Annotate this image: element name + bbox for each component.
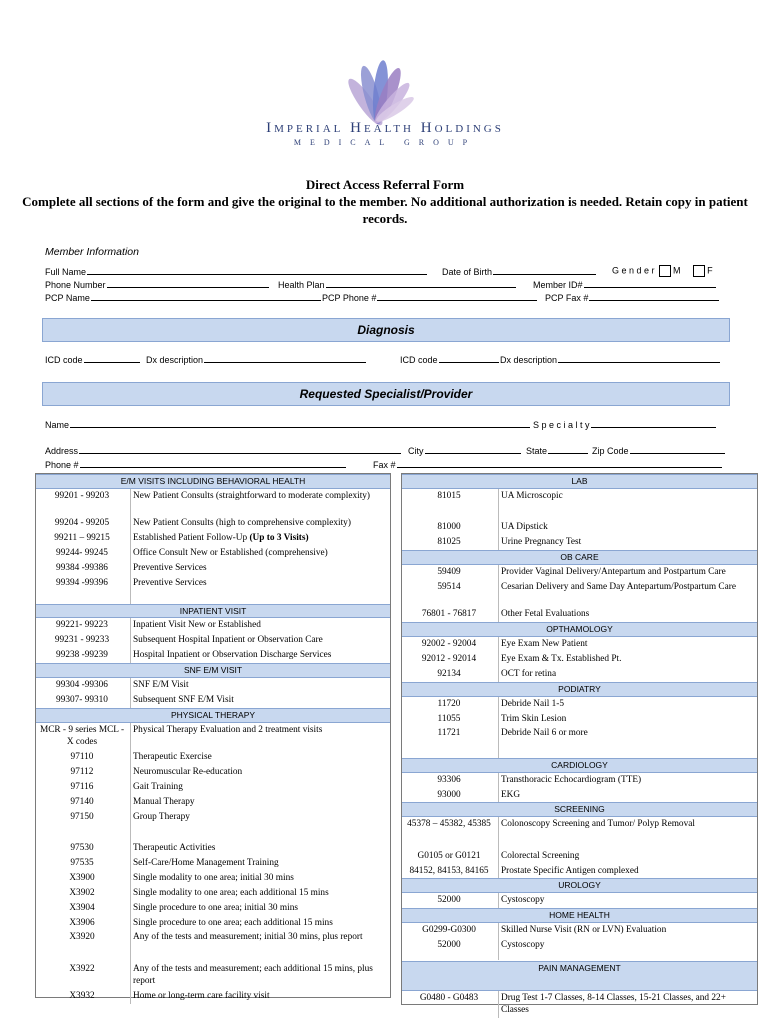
code-row xyxy=(402,580,757,608)
procedure-description-text: Single procedure to one area; initial 30 mins xyxy=(133,902,298,913)
procedure-code: 45378 – 45382, 45385 xyxy=(407,819,491,830)
column-divider xyxy=(130,856,131,871)
procedure-code: 99231 - 99233 xyxy=(54,635,110,646)
procedure-code: 81015 xyxy=(437,490,461,501)
code-section-header: OB CARE xyxy=(402,550,757,565)
code-row xyxy=(36,516,390,531)
procedure-description xyxy=(501,774,751,786)
procedure-description xyxy=(501,939,751,951)
procedure-code: 97116 xyxy=(70,782,94,792)
state-field[interactable]: State xyxy=(526,444,589,457)
procedure-code: 99384 -99386 xyxy=(56,563,108,574)
code-row xyxy=(402,520,757,535)
code-row xyxy=(36,576,390,604)
code-row xyxy=(402,864,757,879)
procedure-description-text: Therapeutic Activities xyxy=(133,843,216,854)
procedure-code: 59409 xyxy=(437,566,461,577)
column-divider xyxy=(498,580,499,608)
code-row xyxy=(36,930,390,961)
procedure-description xyxy=(501,490,751,502)
code-row xyxy=(402,923,757,938)
procedure-description xyxy=(133,963,384,987)
zip-code-field[interactable]: Zip Code xyxy=(592,444,726,457)
column-divider xyxy=(130,989,131,1004)
procedure-code: G0480 - G0483 xyxy=(419,992,479,1003)
code-row xyxy=(402,991,757,1019)
procedure-description-text: Any of the tests and measurement; each additional 15 mins, plus report xyxy=(133,963,373,986)
column-divider xyxy=(498,773,499,788)
procedure-description-text: Any of the tests and measurement; initial 30 mins, plus report xyxy=(133,932,363,943)
procedure-description xyxy=(133,796,384,808)
procedure-code: 92134 xyxy=(437,668,461,679)
code-row xyxy=(36,678,390,693)
code-section-header: HOME HEALTH xyxy=(402,908,757,923)
gender-m-checkbox[interactable] xyxy=(659,265,671,277)
column-divider xyxy=(130,723,131,751)
code-section-header: PAIN MANAGEMENT xyxy=(402,961,757,991)
visit-limit-note: (Up to 3 Visits) xyxy=(247,533,309,544)
pcp-name-field[interactable]: PCP Name xyxy=(45,291,322,304)
procedure-description xyxy=(501,924,751,936)
code-section-header: PODIATRY xyxy=(402,682,757,697)
column-divider xyxy=(130,648,131,663)
procedure-code: 93306 xyxy=(437,774,461,785)
procedure-description xyxy=(501,992,751,1016)
procedure-description-text: Single procedure to one area; each additional 15 mins xyxy=(133,917,333,928)
column-divider xyxy=(498,788,499,803)
procedure-description-text: Home or long-term care facility visit xyxy=(133,991,270,1002)
form-title: Direct Access Referral Form xyxy=(305,177,465,192)
code-row xyxy=(36,618,390,633)
procedure-code: 99221- 99223 xyxy=(56,620,108,631)
procedure-description xyxy=(501,566,751,578)
code-section-header: SCREENING xyxy=(402,802,757,817)
procedure-description-text: Colorectal Screening xyxy=(501,850,580,861)
procedure-description xyxy=(133,766,384,778)
procedure-code: X3902 xyxy=(69,887,95,898)
procedure-description-text: Office Consult New or Established (comprehensive) xyxy=(133,548,328,559)
code-row xyxy=(402,637,757,652)
procedure-description-text: Eye Exam & Tx. Established Pt. xyxy=(501,653,622,664)
procedure-description xyxy=(133,517,384,529)
procedure-description xyxy=(133,887,384,899)
procedure-description xyxy=(501,818,751,830)
procedure-description xyxy=(501,653,751,665)
procedure-description-text: Prostate Specific Antigen complexed xyxy=(501,865,639,876)
procedure-description xyxy=(501,713,751,725)
column-divider xyxy=(498,565,499,580)
procedure-description xyxy=(133,577,384,589)
procedure-description-text: Colonoscopy Screening and Tumor/ Polyp Removal xyxy=(501,819,695,830)
procedure-description xyxy=(133,931,384,943)
procedure-description-text: Provider Vaginal Delivery/Antepartum and Postpartum Care xyxy=(501,566,726,577)
specialist-fax-field[interactable]: Fax # xyxy=(373,458,723,471)
procedure-description xyxy=(133,562,384,574)
procedure-code: X3932 xyxy=(69,991,95,1002)
procedure-code: 92012 - 92014 xyxy=(421,653,477,664)
column-divider xyxy=(498,667,499,682)
procedure-description xyxy=(133,532,384,544)
dob-field[interactable]: Date of Birth xyxy=(442,265,597,278)
procedure-description xyxy=(501,789,751,801)
code-row xyxy=(402,489,757,520)
code-row xyxy=(36,856,390,871)
procedure-code: X3904 xyxy=(69,902,95,913)
procedure-description-text: Established Patient Follow-Up xyxy=(133,533,248,544)
code-row xyxy=(36,765,390,780)
procedure-description xyxy=(501,668,751,680)
procedure-description-text: Therapeutic Exercise xyxy=(133,752,212,763)
gender-f-checkbox[interactable] xyxy=(693,265,705,277)
procedure-description xyxy=(501,536,751,548)
procedure-code: 11721 xyxy=(437,728,461,739)
procedure-code: X3906 xyxy=(69,917,95,928)
column-divider xyxy=(130,795,131,810)
column-divider xyxy=(130,916,131,931)
procedure-description-text: Cystoscopy xyxy=(501,895,545,906)
code-row xyxy=(402,535,757,550)
code-row xyxy=(36,841,390,856)
brand-subtitle: MEDICAL GROUP xyxy=(293,138,477,147)
column-divider xyxy=(498,607,499,622)
procedure-description-text: Skilled Nurse Visit (RN or LVN) Evaluation xyxy=(501,925,667,936)
procedure-code: 99244- 99245 xyxy=(56,548,108,559)
code-section-header: SNF E/M VISIT xyxy=(36,663,390,678)
procedure-code: 52000 xyxy=(437,895,461,906)
procedure-code: 97140 xyxy=(70,796,94,807)
column-divider xyxy=(498,849,499,864)
code-row xyxy=(36,901,390,916)
procedure-code: 97110 xyxy=(70,752,94,763)
code-section-header: LAB xyxy=(402,474,757,489)
brand-name: Imperial Health Holdings xyxy=(266,120,504,136)
procedure-code: 11720 xyxy=(437,698,461,709)
procedure-description xyxy=(133,649,384,661)
procedure-code: X3920 xyxy=(69,932,95,943)
code-row xyxy=(402,652,757,667)
phone-number-field[interactable]: Phone Number xyxy=(45,278,270,291)
code-row xyxy=(36,916,390,931)
gender-field: G e n d e r M F xyxy=(612,265,713,276)
procedure-code: 11055 xyxy=(437,713,461,724)
column-divider xyxy=(498,712,499,727)
procedure-code: 99201 - 99203 xyxy=(54,490,110,501)
procedure-description xyxy=(133,679,384,691)
code-row xyxy=(402,607,757,622)
procedure-description xyxy=(133,842,384,854)
specialty-field[interactable]: S p e c i a l t y xyxy=(533,418,717,431)
column-divider xyxy=(498,817,499,848)
column-divider xyxy=(130,678,131,693)
procedure-description-text: UA Dipstick xyxy=(501,522,548,533)
column-divider xyxy=(130,576,131,604)
procedure-description-text: Preventive Services xyxy=(133,578,207,588)
column-divider xyxy=(498,489,499,520)
procedure-description xyxy=(133,872,384,884)
column-divider xyxy=(130,561,131,576)
column-divider xyxy=(130,901,131,916)
icd-code-field-2[interactable]: ICD code xyxy=(400,353,500,366)
column-divider xyxy=(130,886,131,901)
code-row xyxy=(402,712,757,727)
procedure-code: 97112 xyxy=(70,767,94,778)
code-row xyxy=(402,697,757,712)
procedure-description-text: New Patient Consults (straightforward to moderate complexity) xyxy=(133,490,371,501)
procedure-description xyxy=(133,917,384,929)
city-field[interactable]: City xyxy=(408,444,522,457)
procedure-description-text: Single modality to one area; initial 30 mins xyxy=(133,872,294,883)
code-row xyxy=(402,667,757,682)
column-divider xyxy=(498,697,499,712)
code-row xyxy=(36,723,390,751)
code-row xyxy=(36,871,390,886)
column-divider xyxy=(130,930,131,961)
procedure-description-text: Eye Exam New Patient xyxy=(501,639,588,650)
procedure-code: 97150 xyxy=(70,811,94,822)
procedure-description-text: EKG xyxy=(501,789,521,800)
procedure-description-text: SNF E/M Visit xyxy=(133,680,189,690)
procedure-code: 99307- 99310 xyxy=(56,694,108,705)
column-divider xyxy=(498,938,499,960)
procedure-description xyxy=(501,865,751,877)
code-row xyxy=(36,489,390,517)
column-divider xyxy=(130,780,131,795)
procedure-description xyxy=(501,850,751,862)
procedure-description xyxy=(501,521,751,533)
procedure-code: 81000 xyxy=(437,522,461,533)
procedure-description-text: OCT for retina xyxy=(501,668,557,679)
dx-description-field-1[interactable]: Dx description xyxy=(146,353,367,366)
procedure-description-text: Cystoscopy xyxy=(501,940,545,951)
procedure-description-text: Neuromuscular Re-education xyxy=(133,767,243,778)
column-divider xyxy=(130,489,131,517)
procedure-description xyxy=(133,490,384,502)
procedure-description xyxy=(501,608,751,620)
procedure-code: 92002 - 92004 xyxy=(421,639,477,650)
procedure-description xyxy=(133,781,384,793)
column-divider xyxy=(130,618,131,633)
procedure-description-text: Debride Nail 6 or more xyxy=(501,728,588,739)
procedure-description-text: Manual Therapy xyxy=(133,796,195,807)
code-row xyxy=(402,565,757,580)
procedure-code: 97530 xyxy=(70,843,94,854)
procedure-description xyxy=(133,902,384,914)
code-row xyxy=(402,893,757,908)
procedure-code: MCR - 9 series MCL - X codes xyxy=(39,724,125,747)
procedure-description xyxy=(133,724,384,736)
column-divider xyxy=(498,864,499,879)
procedure-description xyxy=(133,811,384,823)
procedure-description-text: Subsequent Hospital Inpatient or Observation Care xyxy=(133,635,323,646)
procedure-code: 93000 xyxy=(437,789,461,800)
code-row xyxy=(36,750,390,765)
code-row xyxy=(36,780,390,795)
procedure-description xyxy=(501,727,751,739)
code-row xyxy=(402,726,757,757)
procedure-description-text: Single modality to one area; each additional 15 mins xyxy=(133,887,329,898)
code-row xyxy=(402,938,757,960)
procedure-code: 99204 - 99205 xyxy=(54,518,110,529)
procedure-description-text: Hospital Inpatient or Observation Discharge Services xyxy=(133,650,332,661)
code-row xyxy=(402,773,757,788)
code-section-header: PHYSICAL THERAPY xyxy=(36,708,390,723)
code-row xyxy=(36,561,390,576)
address-field[interactable]: Address xyxy=(45,444,402,457)
procedure-description-text: Gait Training xyxy=(133,782,183,792)
column-divider xyxy=(498,520,499,535)
dx-description-field-2[interactable]: Dx description xyxy=(500,353,721,366)
diagnosis-header: Diagnosis xyxy=(42,318,730,342)
column-divider xyxy=(498,535,499,550)
pcp-phone-field[interactable]: PCP Phone # xyxy=(322,291,538,304)
lotus-logo-icon xyxy=(338,50,418,128)
column-divider xyxy=(130,841,131,856)
procedure-code: 99304 -99306 xyxy=(56,680,108,690)
column-divider xyxy=(130,962,131,990)
procedure-code: 99238 -99239 xyxy=(56,650,108,661)
column-divider xyxy=(498,893,499,908)
code-row xyxy=(36,693,390,708)
procedure-code: 97535 xyxy=(70,857,94,868)
procedure-description xyxy=(133,547,384,559)
procedure-code: 99394 -99396 xyxy=(56,578,108,588)
procedure-description-text: Inpatient Visit New or Established xyxy=(133,620,261,631)
procedure-description-text: Trim Skin Lesion xyxy=(501,713,567,724)
column-divider xyxy=(498,726,499,757)
procedure-code: X3900 xyxy=(69,872,95,883)
procedure-description-text: Drug Test 1-7 Classes, 8-14 Classes, 15-21 Classes, and 22+ Classes xyxy=(501,992,726,1015)
code-row xyxy=(36,962,390,990)
procedure-code: G0299-G0300 xyxy=(422,925,476,936)
procedure-description-text: Debride Nail 1-5 xyxy=(501,698,564,709)
column-divider xyxy=(130,810,131,841)
procedure-description-text: Preventive Services xyxy=(133,563,207,574)
procedure-description xyxy=(501,638,751,650)
code-section-header: INPATIENT VISIT xyxy=(36,604,390,619)
procedure-description-text: Transthoracic Echocardiogram (TTE) xyxy=(501,774,642,785)
code-row xyxy=(36,546,390,561)
code-row xyxy=(402,788,757,803)
form-instructions: Complete all sections of the form and give the original to the member. No additional authorization is needed. Retain copy in patient records. xyxy=(22,194,748,226)
specialist-name-field[interactable]: Name xyxy=(45,418,531,431)
procedure-description xyxy=(133,619,384,631)
column-divider xyxy=(130,531,131,546)
procedure-description-text: Subsequent SNF E/M Visit xyxy=(133,694,234,705)
procedure-code: 84152, 84153, 84165 xyxy=(409,865,489,876)
column-divider xyxy=(130,516,131,531)
procedure-description xyxy=(501,894,751,906)
procedure-description xyxy=(133,634,384,646)
code-section-header: UROLOGY xyxy=(402,878,757,893)
procedure-description-text: Urine Pregnancy Test xyxy=(501,537,582,548)
procedure-description-text: Other Fetal Evaluations xyxy=(501,609,590,620)
procedure-description xyxy=(133,751,384,763)
full-name-field[interactable]: Full Name xyxy=(45,265,428,278)
member-info-label: Member Information xyxy=(45,246,139,258)
procedure-code: 81025 xyxy=(437,537,461,548)
column-divider xyxy=(130,750,131,765)
left-code-table xyxy=(35,473,391,1002)
code-row xyxy=(36,531,390,546)
procedure-description-text: New Patient Consults (high to comprehensive complexity) xyxy=(133,518,351,529)
column-divider xyxy=(498,991,499,1019)
column-divider xyxy=(498,652,499,667)
specialist-header: Requested Specialist/Provider xyxy=(42,382,730,406)
procedure-description-text: Self-Care/Home Management Training xyxy=(133,857,279,868)
procedure-description xyxy=(133,694,384,706)
column-divider xyxy=(498,923,499,938)
code-section-header: OPTHAMOLOGY xyxy=(402,622,757,637)
column-divider xyxy=(130,693,131,708)
procedure-code: 99211 – 99215 xyxy=(54,533,110,544)
code-row xyxy=(36,795,390,810)
icd-code-field-1[interactable]: ICD code xyxy=(45,353,141,366)
pcp-fax-field[interactable]: PCP Fax # xyxy=(545,291,720,304)
procedure-code: 52000 xyxy=(437,940,461,951)
code-section-header: E/M VISITS INCLUDING BEHAVIORAL HEALTH xyxy=(36,474,390,489)
column-divider xyxy=(130,546,131,561)
procedure-description-text: Cesarian Delivery and Same Day Antepartum/Postpartum Care xyxy=(501,581,736,592)
code-row xyxy=(36,886,390,901)
procedure-description xyxy=(133,990,384,1002)
procedure-description xyxy=(133,857,384,869)
code-row xyxy=(36,810,390,841)
member-id-field[interactable]: Member ID# xyxy=(533,278,717,291)
code-section-header: CARDIOLOGY xyxy=(402,758,757,773)
code-row xyxy=(36,648,390,663)
procedure-code: 59514 xyxy=(437,581,461,592)
code-row xyxy=(36,633,390,648)
code-row xyxy=(402,849,757,864)
column-divider xyxy=(130,633,131,648)
code-row xyxy=(402,817,757,848)
column-divider xyxy=(130,765,131,780)
specialist-phone-field[interactable]: Phone # xyxy=(45,458,347,471)
procedure-description xyxy=(501,698,751,710)
procedure-code: 76801 - 76817 xyxy=(421,609,477,620)
procedure-description-text: UA Microscopic xyxy=(501,490,563,501)
right-code-table xyxy=(401,473,758,1015)
procedure-description-text: Physical Therapy Evaluation and 2 treatment visits xyxy=(133,724,323,735)
column-divider xyxy=(498,637,499,652)
code-row xyxy=(36,989,390,1004)
procedure-code: X3922 xyxy=(69,963,95,974)
procedure-description-text: Group Therapy xyxy=(133,811,190,822)
procedure-description xyxy=(501,581,751,593)
health-plan-field[interactable]: Health Plan xyxy=(278,278,517,291)
procedure-code: G0105 or G0121 xyxy=(417,850,481,861)
column-divider xyxy=(130,871,131,886)
